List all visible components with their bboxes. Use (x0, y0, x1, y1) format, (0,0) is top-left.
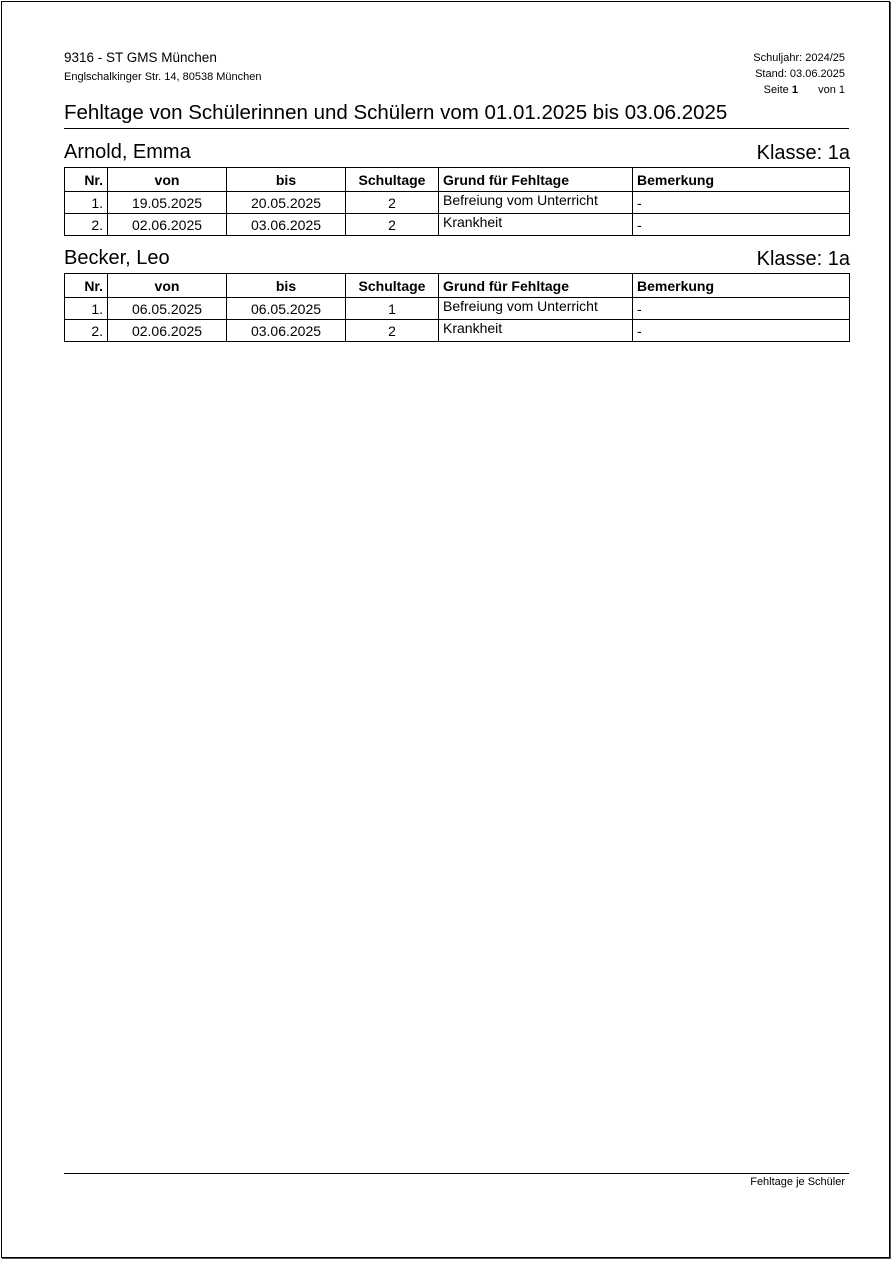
col-header-von: von (108, 168, 227, 192)
cell-schultage: 2 (346, 320, 439, 342)
page-total: von 1 (818, 84, 845, 96)
student-name: Becker, Leo (64, 247, 170, 269)
cell-von: 06.05.2025 (108, 298, 227, 320)
footer-divider (64, 1173, 849, 1174)
student-class: Klasse: 1a (756, 248, 850, 270)
col-header-von: von (108, 274, 227, 298)
cell-nr: 1. (65, 298, 108, 320)
table-header-row (65, 168, 850, 192)
table-header-row (65, 274, 850, 298)
cell-von: 19.05.2025 (108, 192, 227, 214)
page-indicator (645, 82, 845, 98)
table-row (65, 320, 850, 342)
cell-schultage: 1 (346, 298, 439, 320)
col-header-nr: Nr. (65, 274, 108, 298)
page-number: 1 (791, 84, 798, 96)
table-row (65, 192, 850, 214)
col-header-bis: bis (227, 274, 346, 298)
cell-grund: Krankheit (439, 214, 633, 236)
student-class: Klasse: 1a (756, 142, 850, 164)
cell-bemerkung: - (633, 192, 850, 214)
footer-label: Fehltage je Schüler (750, 1176, 845, 1188)
col-header-schultage: Schultage (346, 168, 439, 192)
col-header-nr: Nr. (65, 168, 108, 192)
cell-bis: 03.06.2025 (227, 320, 346, 342)
table-row (65, 298, 850, 320)
cell-bis: 06.05.2025 (227, 298, 346, 320)
cell-bemerkung: - (633, 214, 850, 236)
cell-nr: 1. (65, 192, 108, 214)
col-header-bis: bis (227, 168, 346, 192)
cell-nr: 2. (65, 320, 108, 342)
cell-schultage: 2 (346, 192, 439, 214)
report-title: Fehltage von Schülerinnen und Schülern vom 01.01.2025 bis 03.06.2025 (64, 101, 728, 124)
cell-bis: 20.05.2025 (227, 192, 346, 214)
report-date: Stand: 03.06.2025 (755, 68, 845, 80)
school-address: Englschalkinger Str. 14, 80538 München (64, 71, 262, 83)
cell-bemerkung: - (633, 298, 850, 320)
col-header-bemerkung: Bemerkung (633, 274, 850, 298)
cell-grund: Befreiung vom Unterricht (439, 192, 633, 214)
col-header-schultage: Schultage (346, 274, 439, 298)
absence-table (64, 167, 850, 236)
cell-grund: Befreiung vom Unterricht (439, 298, 633, 320)
col-header-grund: Grund für Fehltage (439, 274, 633, 298)
cell-bemerkung: - (633, 320, 850, 342)
cell-schultage: 2 (346, 214, 439, 236)
report-meta (645, 50, 845, 98)
page-label: Seite (763, 84, 789, 96)
col-header-grund: Grund für Fehltage (439, 168, 633, 192)
cell-von: 02.06.2025 (108, 214, 227, 236)
cell-von: 02.06.2025 (108, 320, 227, 342)
student-name: Arnold, Emma (64, 141, 191, 163)
school-name: 9316 - ST GMS München (64, 50, 217, 65)
report-page (1, 1, 890, 1258)
school-year: Schuljahr: 2024/25 (753, 52, 845, 64)
absence-table (64, 273, 850, 342)
cell-bis: 03.06.2025 (227, 214, 346, 236)
col-header-bemerkung: Bemerkung (633, 168, 850, 192)
table-row (65, 214, 850, 236)
title-divider (64, 128, 849, 129)
cell-grund: Krankheit (439, 320, 633, 342)
cell-nr: 2. (65, 214, 108, 236)
